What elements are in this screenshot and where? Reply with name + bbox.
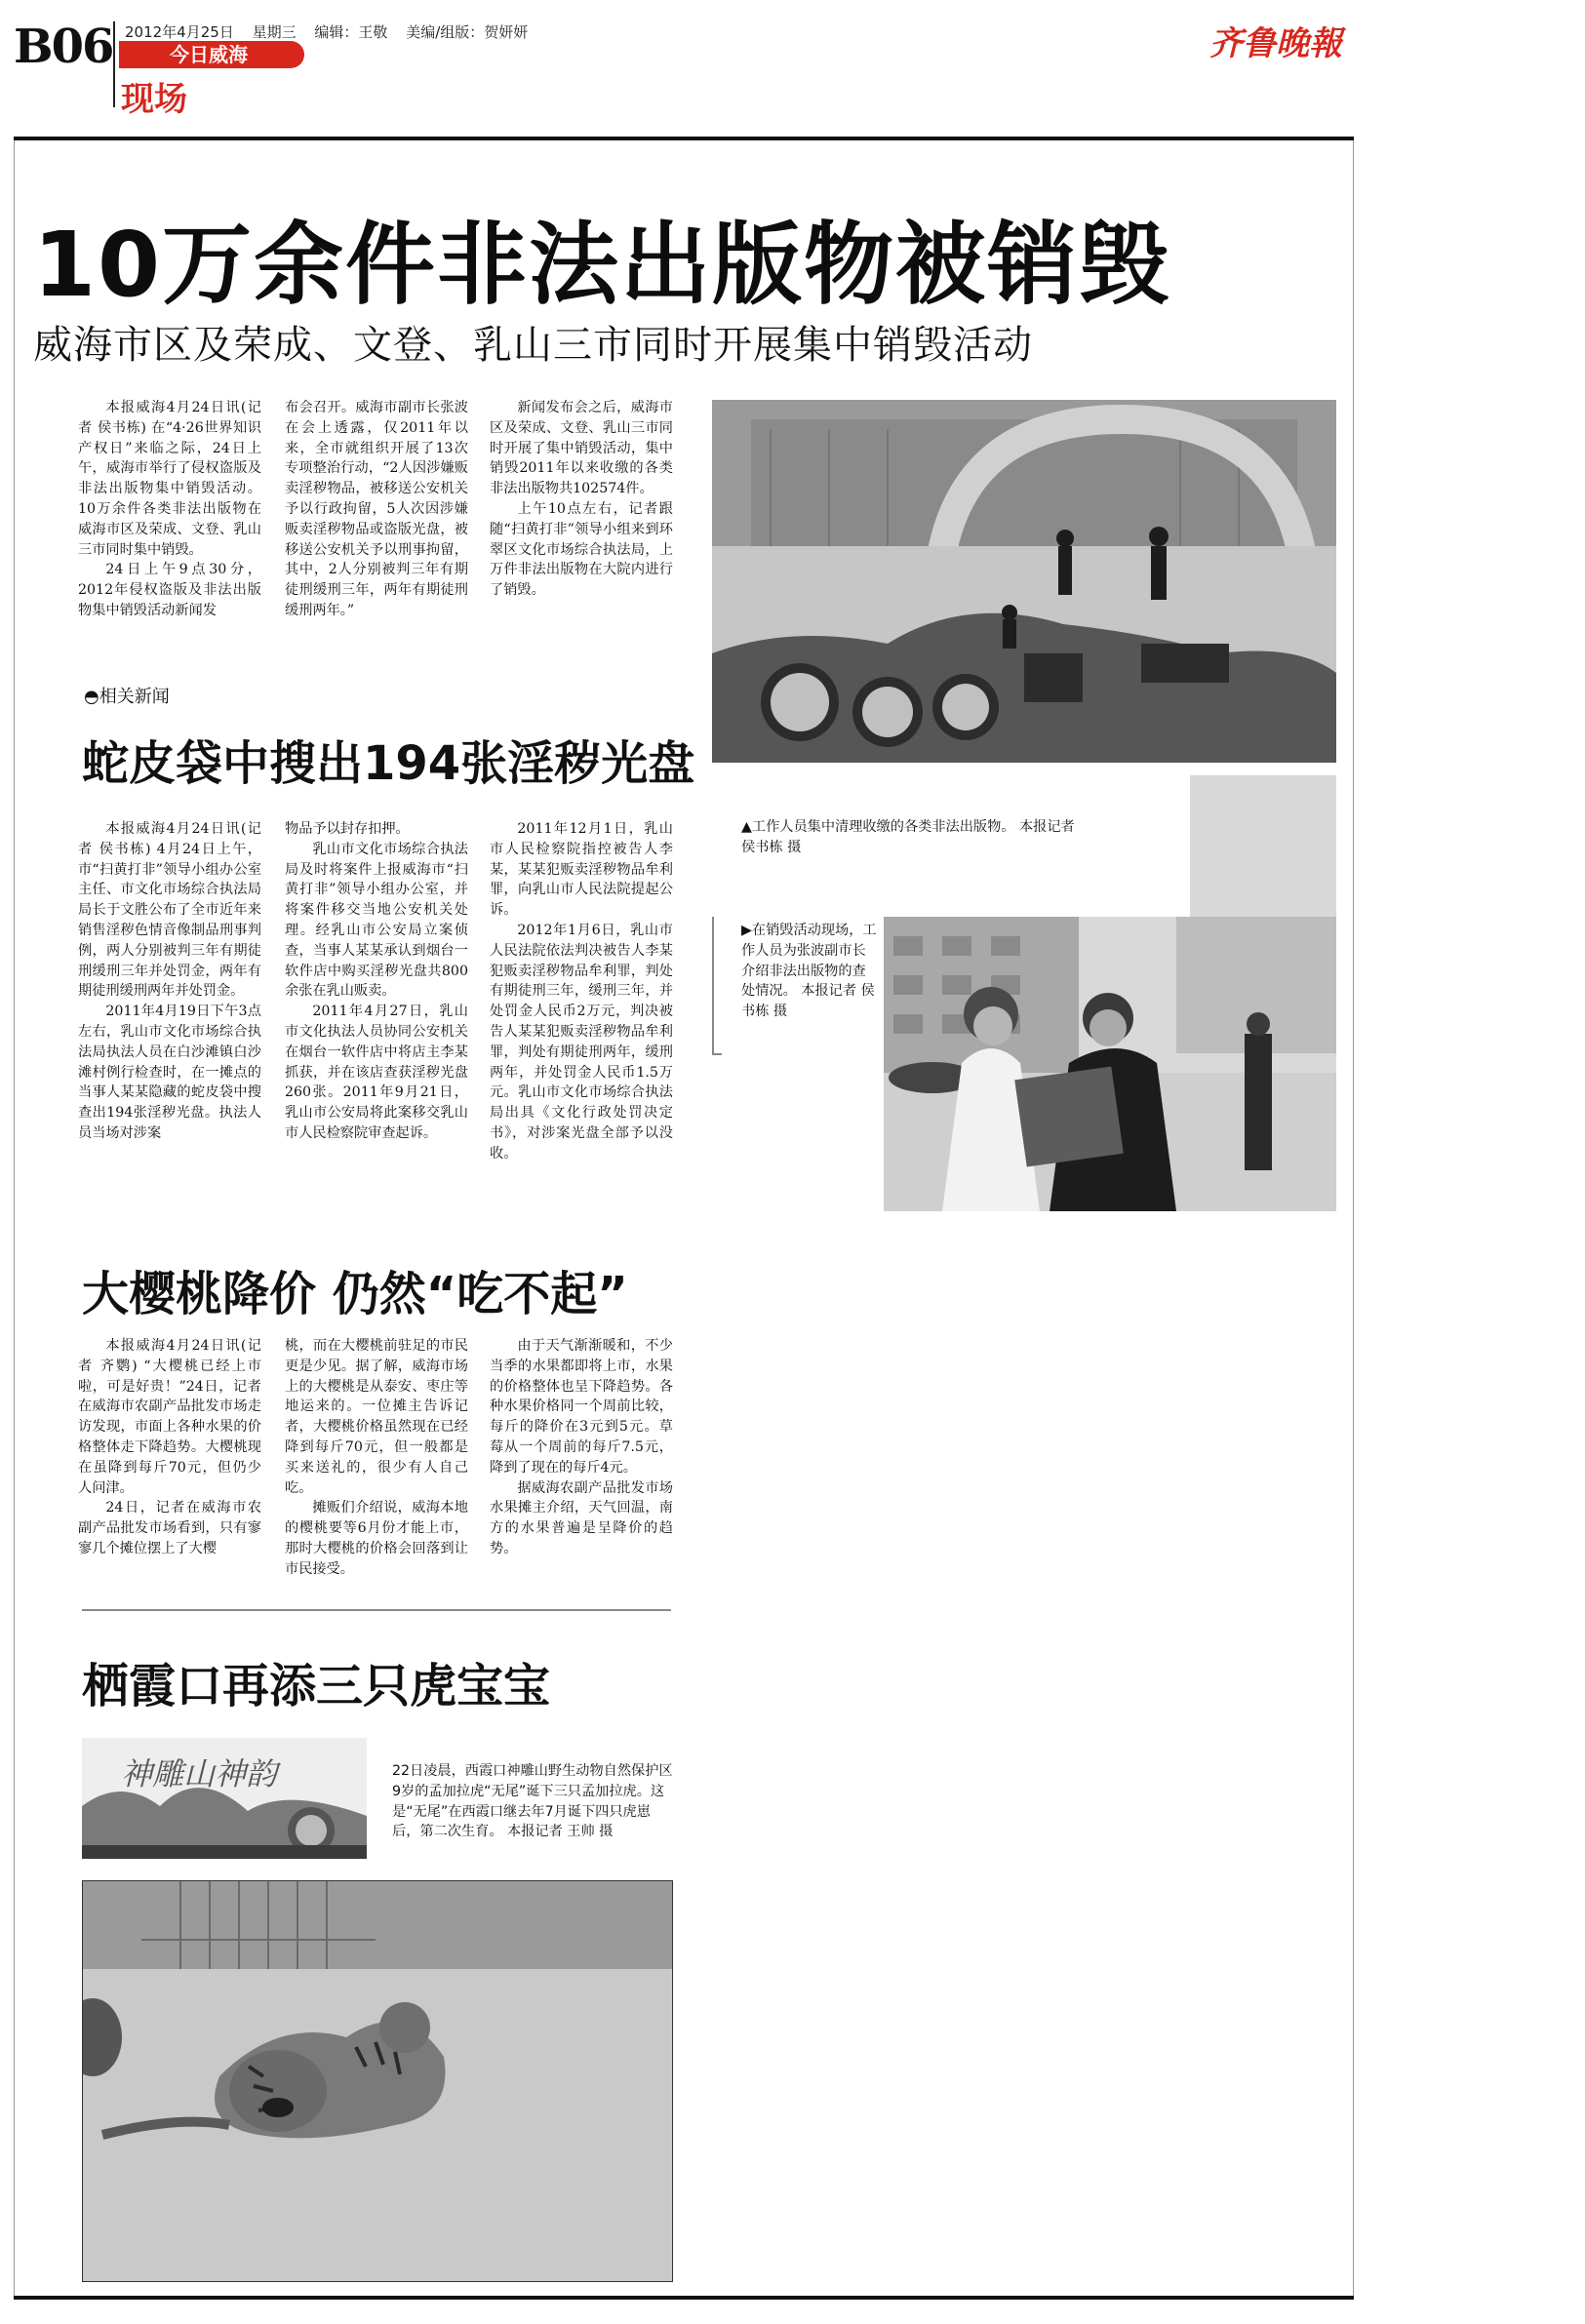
- park-banner-image: [82, 1738, 367, 1859]
- story3-column-1: [78, 1336, 261, 1559]
- paragraph: 物品予以封存扣押。: [285, 821, 410, 837]
- related-news-text: 相关新闻: [99, 687, 170, 707]
- tiger-cubs-image: [83, 1881, 672, 2281]
- paragraph: 布会召开。威海市副市长张波在会上透露，仅2011年以来，全市就组织开展了13次专项整治行动，“2人因涉嫌贩卖淫秽物品，被移送公安机关予以行政拘留，5人次因涉嫌贩卖淫秽物品或盗版光盘，被移送公安机关予以刑事拘留，其中，2人分别被判三年有期徒刑缓刑三年，两年有期徒刑缓刑两年。”: [285, 400, 468, 618]
- caption-bracket: [712, 917, 722, 1055]
- page-number: B06: [14, 20, 113, 74]
- tiger-caption: 22日凌晨，西霞口神雕山野生动物自然保护区9岁的孟加拉虎“无尾”诞下三只孟加拉虎。这是“无尾”在西霞口继去年7月诞下四只虎崽后，第二次生育。 本报记者 王帅 摄: [392, 1763, 673, 1840]
- issue-weekday: 星期三: [252, 23, 297, 41]
- story3-headline: 大樱桃降价 仍然“吃不起”: [82, 1267, 628, 1321]
- related-news-label: [84, 683, 170, 708]
- photo2-caption: ▶在销毁活动现场，工作人员为张波副市长介绍非法出版物的查处情况。 本报记者 侯书栋 摄: [741, 923, 877, 1020]
- story2-column-1: [78, 819, 261, 1144]
- park-banner-ad: [82, 1738, 367, 1859]
- official-visit-photo: [884, 917, 1336, 1211]
- issue-date: 2012年4月25日: [125, 23, 234, 41]
- paragraph: 上午10点左右，记者跟随“扫黄打非”领导小组来到环翠区文化市场综合执法局，上万件非法出版物在大院内进行了销毁。: [490, 500, 673, 599]
- paragraph: 桃，而在大樱桃前驻足的市民更是少见。据了解，威海市场上的大樱桃是从泰安、枣庄等地运来的。一位摊主告诉记者，大樱桃价格虽然现在已经降到每斤70元，但一般都是买来送礼的，很少有人自己吃。: [285, 1338, 468, 1496]
- story2-headline: 蛇皮袋中搜出194张淫秽光盘: [82, 736, 695, 791]
- section-divider: [82, 1609, 671, 1611]
- banner-text: 神雕山神韵: [121, 1755, 278, 1792]
- paragraph: 本报威海4月24日讯(记者 侯书栋) 在“4·26世界知识产权日”来临之际，24日上午，威海市举行了侵权盗版及非法出版物集中销毁活动。10万余件各类非法出版物在威海市区及荣成、文登、乳山三市同时集中销毁。: [78, 400, 261, 558]
- paragraph: 本报威海4月24日讯(记者 侯书栋) 4月24日上午，市“扫黄打非”领导小组办公室主任、市文化市场综合执法局局长于文胜公布了全市近年来销售淫秽色情音像制品刑事判例，两人分别被判三年有期徒刑缓刑三年并处罚金，两年有期徒刑缓刑两年并处罚金。: [78, 821, 261, 1000]
- story2-column-2: [285, 819, 468, 1144]
- destruction-site-image: [712, 400, 1336, 763]
- destruction-site-photo: [712, 400, 1336, 763]
- caption-background-block: [1190, 775, 1336, 922]
- paragraph: 本报威海4月24日讯(记者 齐鹦) “大樱桃已经上市啦，可是好贵！”24日，记者在威海市农副产品批发市场走访发现，市面上各种水果的价格整体走下降趋势。大樱桃现在虽降到每斤70元，但仍少人问津。: [78, 1338, 261, 1496]
- paragraph: 2011年4月19日下午3点左右，乳山市文化市场综合执法局执法人员在白沙滩镇白沙滩村例行检查时，在一摊点的当事人某某隐藏的蛇皮袋中搜查出194张淫秽光盘。执法人员当场对涉案: [78, 1004, 261, 1141]
- paragraph: 2012年1月6日，乳山市人民法院依法判决被告人李某犯贩卖淫秽物品牟利罪，判处有期徒刑三年，缓刑三年，并处罚金人民币2万元，判决被告人某某犯贩卖淫秽物品牟利罪，判处有期徒刑两年，缓刑两年，并处罚金人民币1.5万元。乳山市文化市场综合执法局出具《文化行政处罚决定书》，对涉案光盘全部予以没收。: [490, 922, 673, 1162]
- paragraph: 摊贩们介绍说，威海本地的樱桃要等6月份才能上市，那时大樱桃的价格会回落到让市民接受。: [285, 1500, 468, 1577]
- main-story-column-2: [285, 398, 468, 621]
- header-divider: [113, 21, 115, 107]
- tiger-cubs-photo: [82, 1880, 673, 2282]
- logo-text: 齐鲁晚報: [1209, 24, 1342, 63]
- main-headline: 10万余件非法出版物被销毁: [33, 213, 1171, 317]
- story3-column-3: [490, 1336, 673, 1559]
- header-meta: [125, 21, 541, 42]
- section-bullet-icon: ◓: [84, 687, 99, 707]
- paragraph: 24日上午9点30分，2012年侵权盗版及非法出版物集中销毁活动新闻发: [78, 562, 261, 618]
- designer-credit: 美编/组版：贺妍妍: [406, 23, 529, 41]
- paragraph: 2011年4月27日，乳山市文化执法人员协同公安机关在烟台一软件店中将店主李某抓获，并在该店查获淫秽光盘260张。2011年9月21日，乳山市公安局将此案移交乳山市人民检察院审查起诉。: [285, 1004, 468, 1141]
- newspaper-logo: [1209, 14, 1356, 68]
- story4-headline: 栖霞口再添三只虎宝宝: [82, 1659, 551, 1713]
- paragraph: 24日，记者在威海市农副产品批发市场看到，只有寥寥几个摊位摆上了大樱: [78, 1500, 261, 1556]
- main-story-column-3: [490, 398, 673, 601]
- paragraph: 据威海农副产品批发市场水果摊主介绍，天气回温，南方的水果普遍是呈降价的趋势。: [490, 1479, 673, 1556]
- paragraph: 2011年12月1日，乳山市人民检察院指控被告人李某，某某犯贩卖淫秽物品牟利罪，向乳山市人民法院提起公诉。: [490, 821, 673, 919]
- editor-credit: 编辑：王敬: [314, 23, 388, 41]
- paragraph: 乳山市文化市场综合执法局及时将案件上报威海市“扫黄打非”领导小组办公室，并将案件移交当地公安机关处理。经乳山市公安局立案侦查，当事人某某承认到烟台一软件店中购买淫秽光盘共800余张在乳山贩卖。: [285, 841, 468, 1000]
- photo1-caption: ▲工作人员集中清理收缴的各类非法出版物。 本报记者 侯书栋 摄: [741, 819, 1075, 855]
- section-title: 现场: [121, 80, 187, 119]
- main-subheadline: 威海市区及荣成、文登、乳山三市同时开展集中销毁活动: [33, 323, 1033, 368]
- story3-column-2: [285, 1336, 468, 1580]
- paragraph: 新闻发布会之后，威海市区及荣成、文登、乳山三市同时开展了集中销毁活动，集中销毁2011年以来收缴的各类非法出版物共102574件。: [490, 400, 673, 497]
- bottom-rule: [14, 2296, 1354, 2300]
- top-rule: [14, 137, 1354, 140]
- section-tag: 今日威海: [119, 41, 304, 68]
- official-visit-image: [884, 917, 1336, 1211]
- paragraph: 由于天气渐渐暖和，不少当季的水果都即将上市，水果的价格整体也呈下降趋势。各种水果价格同一个周前比较，每斤的降价在3元到5元。草莓从一个周前的每斤7.5元，降到了现在的每斤4元。: [490, 1338, 673, 1476]
- main-story-column-1: [78, 398, 261, 621]
- story2-column-3: [490, 819, 673, 1164]
